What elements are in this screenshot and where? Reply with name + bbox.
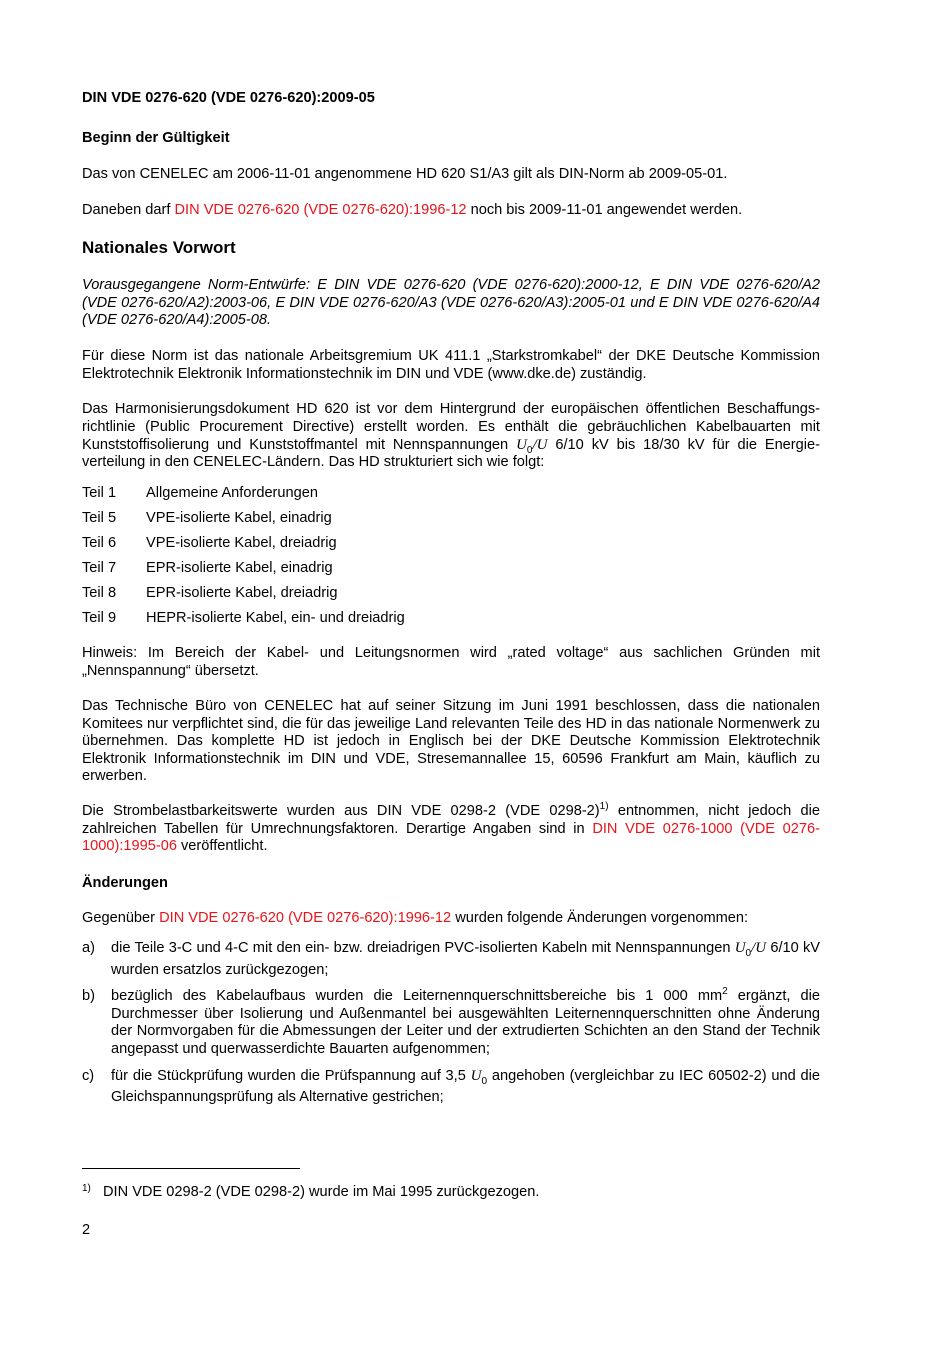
part-title: VPE-isolierte Kabel, einadrig [146,510,332,526]
paragraph-daneben: Daneben darf DIN VDE 0276-620 (VDE 0276-620):1996-12 noch bis 2009-11-01 angewendet werden. [82,202,743,218]
part-number: Teil 1 [82,485,117,501]
paragraph-strombelastbarkeit: Die Strombelastbarkeitswerte wurden aus DIN VDE 0298-2 (VDE 0298-2)$^{1)}$ entnommen, nicht jedoch die zahlreichen Tabellen für Umrechnungsfaktoren. Derartige Angaben sind in DIN VDE 0276-1000 (VDE 0276-1000):1995-06 veröffentlicht. [82,801,820,854]
reference-link[interactable]: DIN VDE 0276-1000 (VDE 0276-1000):1995-06 [82,820,820,854]
parts-list-item [82,510,820,528]
part-number: Teil 9 [82,610,117,626]
part-title: HEPR-isolierte Kabel, ein- und dreiadrig [146,610,405,626]
reference-link[interactable]: DIN VDE 0276-620 (VDE 0276-620):1996-12 [174,202,467,218]
page-number: 2 [82,1222,91,1238]
paragraph-hinweis: Hinweis: Im Bereich der Kabel- und Leitungsnormen wird „rated voltage“ aus sachlichen Gründen mit „Nennspannung“ übersetzt. [82,645,820,679]
part-title: EPR-isolierte Kabel, einadrig [146,560,333,576]
parts-list-item [82,560,820,578]
footnote-divider [82,1168,300,1169]
reference-link[interactable]: DIN VDE 0276-620 (VDE 0276-620):1996-12 [159,910,452,926]
part-number: Teil 7 [82,560,117,576]
part-number: Teil 6 [82,535,117,551]
part-number: Teil 8 [82,585,117,601]
footnote: 1) DIN VDE 0298-2 (VDE 0298-2) wurde im Mai 1995 zurückgezogen. [82,1183,540,1200]
section-heading-vorwort: Nationales Vorwort [82,238,236,257]
part-title: EPR-isolierte Kabel, dreiadrig [146,585,338,601]
paragraph-harmonisierung: Das Harmonisierungsdokument HD 620 ist vor dem Hintergrund der europäischen öffentlichen Beschaffungs-richtlinie (Public Procurement Directive) erstellt worden. Es enthält die gebräuchlichen Kabelbauarten mit Kunststoffisolierung und Kunststoffmantel mit Nennspannungen $U_0/U$ 6/10 kV bis 18/30 kV für die Energie-verteilung in den CENELEC-Ländern. Das HD strukturiert sich wie folgt: [82,401,820,471]
change-item-b: b) bezüglich des Kabelaufbaus wurden die Leiternennquerschnittsbereiche bis 1 000 $mm^2$ ergänzt, die Durchmesser über Isolierung und Außenmantel bei ausgewählten Leiternennquerschnitten ohne Änderung der Normvorgaben für die Abmessungen der Leiter und der extrudierten Schichten an den Stand der Technik angepasst und querwasserdichte Bauarten aufgenommen; [82,986,820,1057]
section-heading-aenderungen: Änderungen [82,875,168,891]
paragraph-gremium: Für diese Norm ist das nationale Arbeitsgremium UK 411.1 „Starkstromkabel“ der DKE Deutsche Kommission Elektrotechnik Elektronik Informationstechnik im DIN und VDE (www.dke.de) zuständig. [82,348,820,382]
document-title: DIN VDE 0276-620 (VDE 0276-620):2009-05 [82,90,375,106]
paragraph-technisches-buero: Das Technische Büro von CENELEC hat auf seiner Sitzung im Juni 1991 beschlossen, dass die nationalen Komitees nur verpflichtet sind, die für das jeweilige Land relevanten Teile des HD in das nationale Normenwerk zu übernehmen. Das komplette HD ist jedoch in Englisch bei der DKE Deutsche Kommission Elektrotechnik Elektronik Informationstechnik im DIN und VDE, Stresemannallee 15, 60596 Frankfurt am Main, käuflich zu erwerben. [82,698,820,784]
part-number: Teil 5 [82,510,117,526]
paragraph-cenelec: Das von CENELEC am 2006-11-01 angenommene HD 620 S1/A3 gilt als DIN-Norm ab 2009-05-01. [82,166,728,182]
parts-list-item [82,535,820,553]
parts-list-item [82,610,820,628]
change-item-c: c) für die Stückprüfung wurden die Prüfspannung auf 3,5 $U_0$ angehoben (vergleichbar zu IEC 60502-2) und die Gleichspannungsprüfung als Alternative gestrichen; [82,1068,820,1105]
part-title: VPE-isolierte Kabel, dreiadrig [146,535,337,551]
paragraph-vorausgegangene: Vorausgegangene Norm-Entwürfe: E DIN VDE 0276-620 (VDE 0276-620):2000-12, E DIN VDE 0276-620/A2 (VDE 0276-620/A2):2003-06, E DIN VDE 0276-620/A3 (VDE 0276-620/A3):2005-01 und E DIN VDE 0276-620/A4 (VDE 0276-620/A4):2005-08. [82,277,820,328]
parts-list-item [82,485,820,503]
change-item-a: a) die Teile 3-C und 4-C mit den ein- bzw. dreiadrigen PVC-isolierten Kabeln mit Nennspannungen $U_0/U$ 6/10 kV wurden ersatzlos zurückgezogen; [82,940,821,978]
part-title: Allgemeine Anforderungen [146,485,319,501]
parts-list-item [82,585,820,603]
paragraph-gegenueber: Gegenüber DIN VDE 0276-620 (VDE 0276-620):1996-12 wurden folgende Änderungen vorgenommen: [82,910,749,926]
section-heading-beginn: Beginn der Gültigkeit [82,130,230,146]
footnote-ref[interactable]: 1) [599,801,609,813]
